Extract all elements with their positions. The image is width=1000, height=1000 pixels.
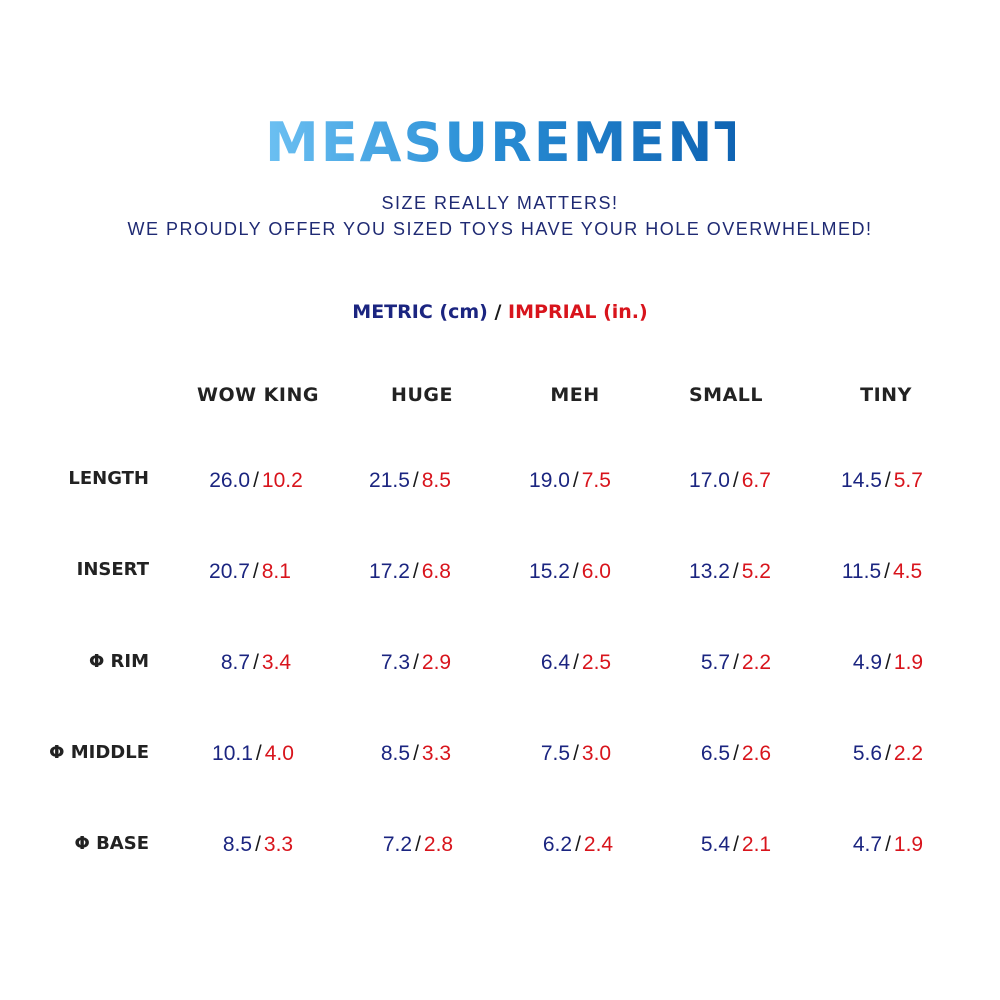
table-cell: 14.5 / 5.7 xyxy=(841,469,923,492)
table-cell: 5.6 / 2.2 xyxy=(852,742,924,765)
table-cell: 10.1 / 4.0 xyxy=(212,742,294,765)
subtitle-line-1: SIZE REALLY MATTERS! xyxy=(381,193,619,213)
table-cell: 7.3 / 2.9 xyxy=(380,651,452,674)
table-cell: 8.7 / 3.4 xyxy=(220,651,292,674)
table-cell: 6.5 / 2.6 xyxy=(700,742,772,765)
table-cell: 5.4 / 2.1 xyxy=(700,833,772,856)
table-cell: 13.2 / 5.2 xyxy=(689,560,771,583)
table-cell: 8.5 / 3.3 xyxy=(222,833,294,856)
row-label-insert: INSERT xyxy=(76,559,149,580)
row-label-middle: Φ MIDDLE xyxy=(49,742,149,763)
column-header-tiny: TINY xyxy=(860,384,912,406)
table-cell: 7.2 / 2.8 xyxy=(382,833,454,856)
table-cell: 20.7 / 8.1 xyxy=(209,560,291,583)
table-cell: 6.4 / 2.5 xyxy=(540,651,612,674)
table-cell: 6.2 / 2.4 xyxy=(542,833,614,856)
column-header-huge: HUGE xyxy=(391,384,453,406)
table-cell: 17.0 / 6.7 xyxy=(689,469,771,492)
imperial-unit-label: IMPRIAL (in.) xyxy=(508,301,648,323)
row-label-base: Φ BASE xyxy=(74,833,149,854)
table-cell: 15.2 / 6.0 xyxy=(529,560,611,583)
column-header-wow-king: WOW KING xyxy=(197,384,319,406)
table-cell: 19.0 / 7.5 xyxy=(529,469,611,492)
table-cell: 4.9 / 1.9 xyxy=(852,651,924,674)
column-header-meh: MEH xyxy=(550,384,600,406)
subtitle-line-2: WE PROUDLY OFFER YOU SIZED TOYS HAVE YOUR HOLE OVERWHELMED! xyxy=(127,219,873,239)
unit-separator: / xyxy=(494,301,502,323)
table-cell: 21.5 / 8.5 xyxy=(369,469,451,492)
metric-unit-label: METRIC (cm) xyxy=(352,301,488,323)
table-cell: 8.5 / 3.3 xyxy=(380,742,452,765)
table-cell: 4.7 / 1.9 xyxy=(852,833,924,856)
table-cell: 26.0 / 10.2 xyxy=(209,469,303,492)
page-title: MEASUREMENTS xyxy=(265,108,735,178)
table-cell: 7.5 / 3.0 xyxy=(540,742,612,765)
table-cell: 5.7 / 2.2 xyxy=(700,651,772,674)
table-cell: 17.2 / 6.8 xyxy=(369,560,451,583)
row-label-length: LENGTH xyxy=(68,468,149,489)
row-label-rim: Φ RIM xyxy=(88,651,149,672)
column-header-small: SMALL xyxy=(688,384,763,406)
units-legend xyxy=(0,299,1000,325)
table-cell: 11.5 / 4.5 xyxy=(841,560,923,583)
